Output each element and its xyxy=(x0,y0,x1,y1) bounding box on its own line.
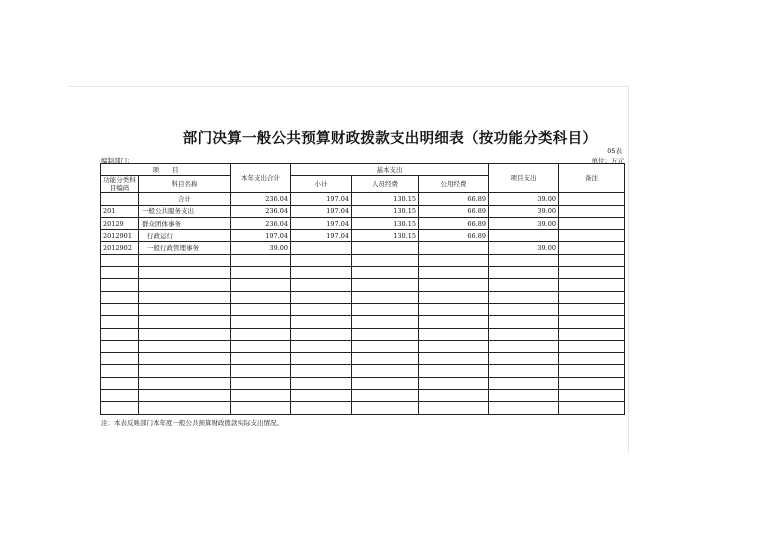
unit-label: 单位：万元 xyxy=(591,157,624,165)
empty-cell xyxy=(139,365,231,377)
empty-cell xyxy=(352,390,419,402)
empty-cell xyxy=(291,267,352,279)
cell-personnel xyxy=(352,242,419,254)
empty-cell xyxy=(419,390,489,402)
footnote: 注：本表反映部门本年度一般公共预算财政拨款实际支出情况。 xyxy=(101,419,283,427)
empty-cell xyxy=(489,353,559,365)
empty-cell xyxy=(489,365,559,377)
cell-project: 39.00 xyxy=(489,242,559,254)
cell-public: 66.89 xyxy=(419,205,489,217)
empty-cell xyxy=(231,303,291,315)
empty-row xyxy=(101,303,625,315)
empty-row xyxy=(101,279,625,291)
cell-project: 39.00 xyxy=(489,193,559,205)
empty-cell xyxy=(101,365,139,377)
empty-cell xyxy=(352,340,419,352)
empty-cell xyxy=(559,340,625,352)
empty-cell xyxy=(139,267,231,279)
empty-cell xyxy=(489,279,559,291)
cell-subtotal: 197.04 xyxy=(291,193,352,205)
cell-public: 66.89 xyxy=(419,193,489,205)
empty-cell xyxy=(419,254,489,266)
header-basic: 基本支出 xyxy=(291,164,489,176)
empty-cell xyxy=(231,402,291,414)
cell-remark xyxy=(559,230,625,242)
header-project: 项目支出 xyxy=(489,164,559,193)
empty-cell xyxy=(559,328,625,340)
empty-cell xyxy=(291,254,352,266)
empty-cell xyxy=(101,402,139,414)
empty-cell xyxy=(352,279,419,291)
empty-cell xyxy=(352,328,419,340)
empty-cell xyxy=(419,340,489,352)
header-code: 功能分类科目编码 xyxy=(101,176,139,193)
cell-public xyxy=(419,242,489,254)
cell-code: 201 xyxy=(101,205,139,217)
empty-cell xyxy=(559,353,625,365)
empty-cell xyxy=(489,267,559,279)
header-item: 项 目 xyxy=(101,164,231,176)
cell-remark xyxy=(559,217,625,229)
cell-public: 66.89 xyxy=(419,230,489,242)
empty-cell xyxy=(291,316,352,328)
empty-row xyxy=(101,377,625,389)
expenditure-table xyxy=(100,163,625,415)
cell-remark xyxy=(559,193,625,205)
page-title: 部门决算一般公共预算财政拨款支出明细表（按功能分类科目） xyxy=(182,131,598,147)
empty-cell xyxy=(559,267,625,279)
empty-row xyxy=(101,365,625,377)
cell-subtotal: 197.04 xyxy=(291,230,352,242)
empty-cell xyxy=(231,316,291,328)
empty-cell xyxy=(352,291,419,303)
empty-cell xyxy=(559,390,625,402)
empty-cell xyxy=(139,303,231,315)
cell-personnel: 130.15 xyxy=(352,217,419,229)
empty-cell xyxy=(419,353,489,365)
cell-remark xyxy=(559,205,625,217)
empty-cell xyxy=(101,303,139,315)
empty-cell xyxy=(139,390,231,402)
empty-cell xyxy=(101,254,139,266)
empty-cell xyxy=(419,279,489,291)
empty-cell xyxy=(139,402,231,414)
cell-total: 236.04 xyxy=(231,205,291,217)
empty-cell xyxy=(559,402,625,414)
empty-cell xyxy=(419,316,489,328)
empty-cell xyxy=(101,291,139,303)
empty-cell xyxy=(139,316,231,328)
cell-public: 66.89 xyxy=(419,217,489,229)
empty-cell xyxy=(419,328,489,340)
empty-cell xyxy=(101,328,139,340)
empty-row xyxy=(101,353,625,365)
empty-cell xyxy=(489,303,559,315)
empty-row xyxy=(101,328,625,340)
empty-row xyxy=(101,316,625,328)
empty-cell xyxy=(231,365,291,377)
empty-cell xyxy=(419,303,489,315)
empty-cell xyxy=(489,316,559,328)
empty-cell xyxy=(231,377,291,389)
empty-row xyxy=(101,291,625,303)
empty-cell xyxy=(352,316,419,328)
empty-cell xyxy=(291,402,352,414)
cell-personnel: 130.15 xyxy=(352,193,419,205)
empty-cell xyxy=(489,340,559,352)
empty-cell xyxy=(352,353,419,365)
empty-cell xyxy=(139,291,231,303)
empty-cell xyxy=(489,291,559,303)
cell-name: 行政运行 xyxy=(139,230,231,242)
table-row xyxy=(101,205,625,217)
empty-cell xyxy=(489,377,559,389)
cell-code: 2012902 xyxy=(101,242,139,254)
header-total: 本年支出合计 xyxy=(231,164,291,193)
empty-cell xyxy=(139,340,231,352)
empty-cell xyxy=(352,365,419,377)
empty-cell xyxy=(139,279,231,291)
empty-cell xyxy=(139,353,231,365)
cell-name: 合计 xyxy=(139,193,231,205)
empty-row xyxy=(101,340,625,352)
empty-cell xyxy=(231,353,291,365)
cell-total: 197.04 xyxy=(231,230,291,242)
empty-row xyxy=(101,390,625,402)
table-row xyxy=(101,217,625,229)
cell-subtotal xyxy=(291,242,352,254)
empty-cell xyxy=(291,377,352,389)
cell-remark xyxy=(559,242,625,254)
empty-cell xyxy=(559,254,625,266)
empty-cell xyxy=(101,390,139,402)
empty-cell xyxy=(101,279,139,291)
empty-cell xyxy=(291,291,352,303)
cell-personnel: 130.15 xyxy=(352,205,419,217)
empty-cell xyxy=(231,267,291,279)
cell-code xyxy=(101,193,139,205)
empty-cell xyxy=(231,340,291,352)
cell-subtotal: 197.04 xyxy=(291,217,352,229)
empty-cell xyxy=(139,328,231,340)
header-name: 科目名称 xyxy=(139,176,231,193)
cell-name: 一般行政管理事务 xyxy=(139,242,231,254)
cell-project: 39.00 xyxy=(489,217,559,229)
empty-cell xyxy=(352,402,419,414)
empty-cell xyxy=(101,267,139,279)
empty-cell xyxy=(231,390,291,402)
empty-cell xyxy=(101,316,139,328)
empty-cell xyxy=(559,279,625,291)
empty-row xyxy=(101,254,625,266)
empty-cell xyxy=(101,340,139,352)
form-number: 05表 xyxy=(607,147,622,155)
empty-cell xyxy=(352,254,419,266)
empty-row xyxy=(101,402,625,414)
empty-cell xyxy=(559,316,625,328)
table-row xyxy=(101,242,625,254)
cell-total: 39.00 xyxy=(231,242,291,254)
cell-name: 一般公共服务支出 xyxy=(139,205,231,217)
empty-cell xyxy=(352,267,419,279)
empty-cell xyxy=(291,328,352,340)
cell-code: 2012901 xyxy=(101,230,139,242)
empty-cell xyxy=(559,365,625,377)
empty-cell xyxy=(559,377,625,389)
empty-cell xyxy=(231,328,291,340)
empty-cell xyxy=(291,279,352,291)
empty-cell xyxy=(489,390,559,402)
header-remark: 备注 xyxy=(559,164,625,193)
cell-subtotal: 197.04 xyxy=(291,205,352,217)
empty-cell xyxy=(291,365,352,377)
empty-cell xyxy=(489,328,559,340)
empty-cell xyxy=(559,303,625,315)
empty-cell xyxy=(489,254,559,266)
empty-cell xyxy=(101,353,139,365)
table-row xyxy=(101,193,625,205)
empty-cell xyxy=(231,254,291,266)
table-row xyxy=(101,230,625,242)
empty-cell xyxy=(291,340,352,352)
empty-cell xyxy=(291,303,352,315)
header-public: 公用经费 xyxy=(419,176,489,193)
empty-cell xyxy=(291,353,352,365)
department-label: 编制部门： xyxy=(101,157,134,165)
empty-row xyxy=(101,267,625,279)
cell-project xyxy=(489,230,559,242)
empty-cell xyxy=(139,254,231,266)
empty-cell xyxy=(352,377,419,389)
empty-cell xyxy=(352,303,419,315)
cell-project: 39.00 xyxy=(489,205,559,217)
empty-cell xyxy=(231,291,291,303)
empty-cell xyxy=(291,390,352,402)
empty-cell xyxy=(489,402,559,414)
header-subtotal: 小计 xyxy=(291,176,352,193)
cell-personnel: 130.15 xyxy=(352,230,419,242)
empty-cell xyxy=(419,365,489,377)
header-personnel: 人员经费 xyxy=(352,176,419,193)
empty-cell xyxy=(559,291,625,303)
empty-cell xyxy=(419,402,489,414)
empty-cell xyxy=(419,377,489,389)
cell-code: 20129 xyxy=(101,217,139,229)
empty-cell xyxy=(419,267,489,279)
empty-cell xyxy=(231,279,291,291)
cell-total: 236.04 xyxy=(231,217,291,229)
cell-total: 236.04 xyxy=(231,193,291,205)
cell-name: 群众团体事务 xyxy=(139,217,231,229)
empty-cell xyxy=(419,291,489,303)
table-body xyxy=(101,193,625,414)
empty-cell xyxy=(101,377,139,389)
empty-cell xyxy=(139,377,231,389)
